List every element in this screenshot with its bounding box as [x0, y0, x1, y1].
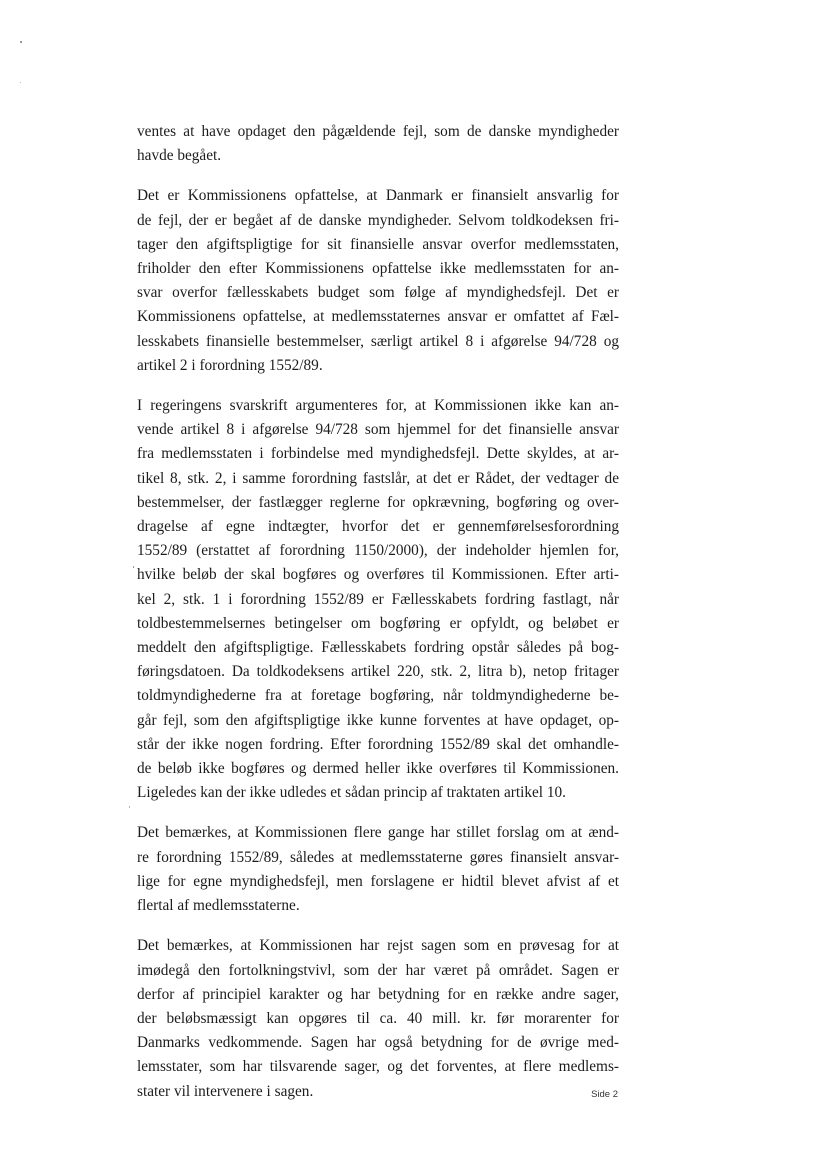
text-line: ventes at have opdaget den pågældende fejl, som de danske myndigheder — [137, 123, 619, 140]
text-line: fra medlemsstaten i forbindelse med myndighedsfejl. Dette skyldes, at ar- — [137, 445, 619, 463]
text-line: 1552/89 (erstattet af forordning 1150/2000), der indeholder hjemlen for, — [137, 542, 619, 560]
text-line: stater vil intervenere i sagen. — [137, 1082, 314, 1100]
text-line: imødegå den fortolkningstvivl, som der har været på området. Sagen er — [137, 961, 619, 979]
text-line: svar overfor fællesskabets budget som følge af myndighedsfejl. Det er — [137, 284, 619, 302]
body-paragraph — [137, 184, 619, 378]
text-line: bestemmelser, der fastlægger reglerne for opkrævning, bogføring og over- — [137, 493, 619, 511]
text-line: går fejl, som den afgiftspligtige ikke kunne forventes at have opdaget, op- — [137, 711, 619, 729]
text-line: Det bemærkes, at Kommissionen har rejst sagen som en prøvesag for at — [137, 937, 619, 955]
text-line: meddelt den afgiftspligtige. Fællesskabets fordring opstår således på bog- — [137, 639, 619, 657]
text-line: toldbestemmelsernes betingelser om bogføring er opfyldt, og beløbet er — [137, 614, 619, 632]
text-line: havde begået. — [137, 147, 222, 165]
body-paragraph — [137, 821, 619, 918]
scan-speck — [129, 806, 130, 808]
text-line: de beløb ikke bogføres og dermed heller ikke overføres til Kommissionen. — [137, 760, 619, 778]
text-line: Det bemærkes, at Kommissionen flere gange har stillet forslag om at ænd- — [137, 824, 619, 842]
text-line: Kommissionens opfattelse, at medlemsstaternes ansvar er omfattet af Fæl- — [137, 308, 619, 326]
text-line: lemsstater, som har tilsvarende sager, og det forventes, at flere medlems- — [137, 1058, 619, 1076]
text-line: lige for egne myndighedsfejl, men forslagene er hidtil blevet afvist af et — [137, 872, 619, 890]
text-line: tikel 8, stk. 2, i samme forordning fastslår, at det er Rådet, der vedtager de — [137, 469, 619, 487]
page-number: Side 2 — [591, 1089, 618, 1100]
text-line: Det er Kommissionens opfattelse, at Danmark er finansielt ansvarlig for — [137, 187, 619, 205]
text-line: I regeringens svarskrift argumenteres for, at Kommissionen ikke kan an- — [137, 397, 619, 415]
text-line: Danmarks vedkommende. Sagen har også betydning for de øvrige med- — [137, 1034, 619, 1052]
text-line: kel 2, stk. 1 i forordning 1552/89 er Fællesskabets fordring fastlagt, når — [137, 590, 619, 608]
body-paragraph — [137, 934, 619, 1103]
text-line: dragelse af egne indtægter, hvorfor det er gennemførelsesforordning — [137, 518, 619, 536]
text-line: vende artikel 8 i afgørelse 94/728 som hjemmel for det finansielle ansvar — [137, 421, 619, 439]
scan-speck — [133, 566, 134, 568]
text-line: derfor af principiel karakter og har betydning for en række andre sager, — [137, 985, 619, 1003]
text-line: de fejl, der er begået af de danske myndigheder. Selvom toldkodeksen fri- — [137, 211, 619, 229]
text-line: står der ikke nogen fordring. Efter forordning 1552/89 skal det omhandle- — [137, 735, 619, 753]
text-line: hvilke beløb der skal bogføres og overføres til Kommissionen. Efter arti- — [137, 566, 619, 584]
scan-speck — [20, 41, 22, 43]
scan-speck — [20, 82, 21, 83]
text-line: toldmyndighederne fra at foretage bogføring, når toldmyndighederne be- — [137, 687, 619, 705]
text-line: friholder den efter Kommissionens opfattelse ikke medlemsstaten for an- — [137, 260, 619, 278]
text-line: tager den afgiftspligtige for sit finansielle ansvar overfor medlemsstaten, — [137, 235, 619, 253]
text-line: re forordning 1552/89, således at medlemsstaterne gøres finansielt ansvar- — [137, 848, 619, 866]
body-paragraph — [137, 120, 619, 168]
document-body — [137, 120, 619, 1120]
body-paragraph — [137, 394, 619, 805]
text-line: flertal af medlemsstaterne. — [137, 897, 300, 915]
text-line: artikel 2 i forordning 1552/89. — [137, 356, 323, 374]
text-line: Ligeledes kan der ikke udledes et sådan princip af traktaten artikel 10. — [137, 784, 566, 802]
text-line: lesskabets finansielle bestemmelser, særligt artikel 8 i afgørelse 94/728 og — [137, 332, 619, 350]
text-line: der beløbsmæssigt kan opgøres til ca. 40 mill. kr. før morarenter for — [137, 1009, 619, 1027]
text-line: føringsdatoen. Da toldkodeksens artikel 220, stk. 2, litra b), netop fritager — [137, 663, 619, 681]
